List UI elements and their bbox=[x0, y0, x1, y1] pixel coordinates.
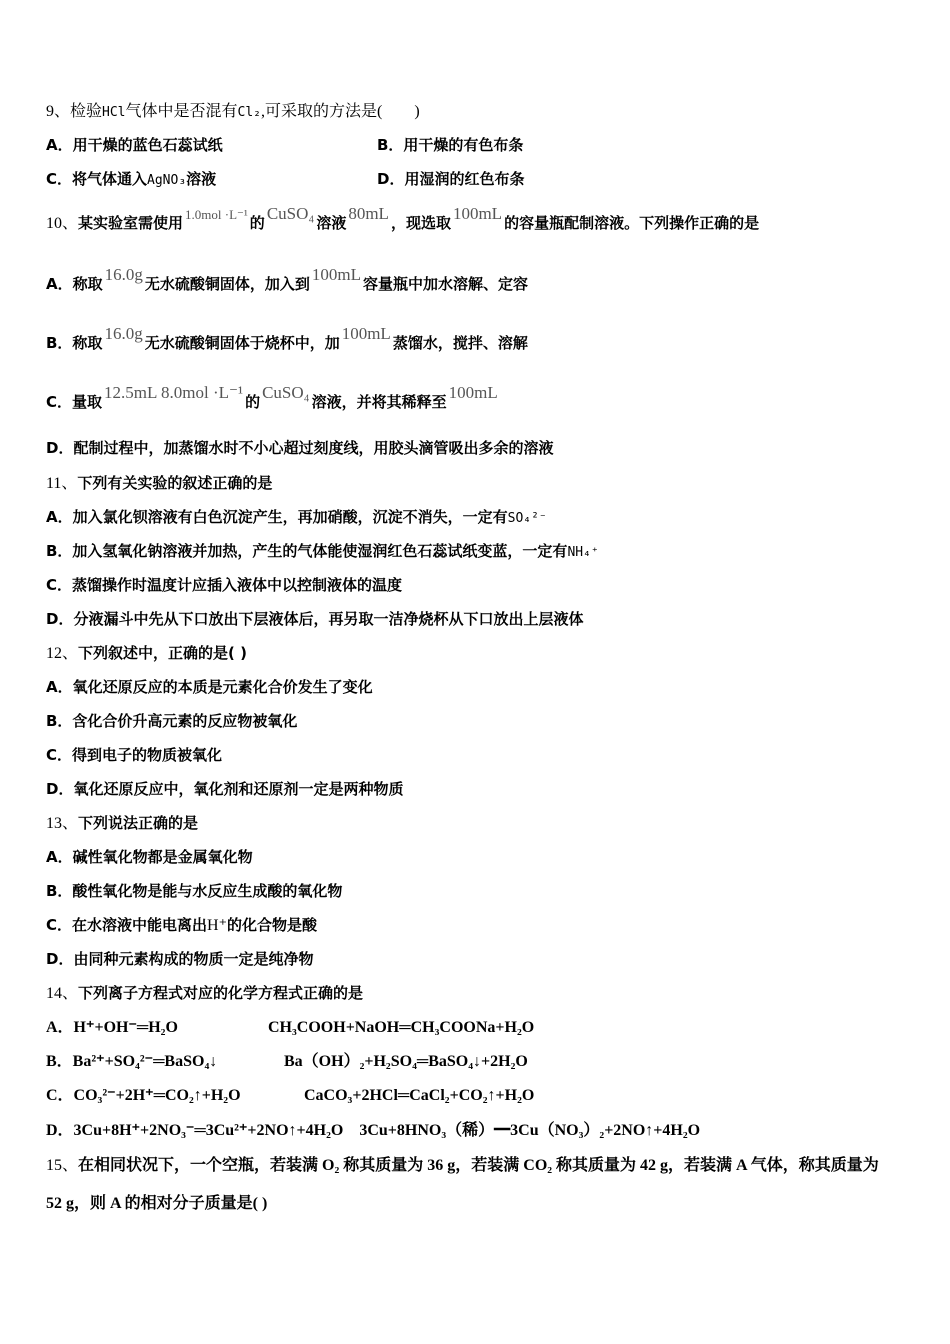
text-segment: B．酸性氧化物是能与水反应生成酸的氧化物 bbox=[46, 882, 343, 900]
option-column-right bbox=[377, 135, 523, 155]
document-line bbox=[46, 204, 760, 234]
line-text bbox=[46, 746, 222, 764]
text-segment: 溶液 bbox=[186, 170, 217, 188]
document-line bbox=[46, 101, 420, 123]
document-line bbox=[46, 881, 342, 901]
document-line bbox=[46, 1051, 528, 1072]
document-line bbox=[46, 915, 317, 936]
line-text bbox=[46, 712, 297, 730]
formula-text: 100mL bbox=[448, 383, 498, 402]
document-line bbox=[46, 609, 583, 629]
text-segment: HCl bbox=[102, 105, 126, 120]
document-line bbox=[46, 1017, 535, 1038]
text-segment: C．将气体通入 bbox=[46, 170, 148, 188]
line-text bbox=[46, 1018, 178, 1036]
document-line bbox=[46, 169, 525, 191]
option-column-right bbox=[304, 1085, 534, 1106]
line-text bbox=[46, 916, 317, 934]
document-line bbox=[46, 473, 272, 494]
line-text bbox=[46, 204, 760, 232]
option-column-right bbox=[377, 169, 524, 189]
text-segment: 气体中是否混有 bbox=[125, 103, 238, 120]
text-segment: 溶液，并将其稀释至 bbox=[311, 393, 447, 411]
document-line bbox=[46, 383, 500, 412]
line-text bbox=[46, 576, 402, 594]
line-text bbox=[46, 1194, 267, 1212]
document-line bbox=[46, 1085, 535, 1106]
formula-text: 1.0mol ·L⁻¹ bbox=[185, 207, 248, 222]
text-segment: 10、 bbox=[46, 215, 79, 232]
text-segment: C．蒸馏操作时温度计应插入液体中以控制液体的温度 bbox=[46, 576, 403, 594]
text-segment: C．CO₃²⁻+2H⁺═CO₂↑+H₂O bbox=[46, 1087, 241, 1104]
document-line bbox=[46, 847, 253, 867]
document-line bbox=[46, 1193, 267, 1214]
document-line bbox=[46, 438, 553, 458]
text-segment: C．量取 bbox=[46, 393, 103, 411]
line-text bbox=[46, 848, 253, 866]
text-segment: Cl₂ bbox=[237, 105, 261, 120]
text-segment: D．由同种元素构成的物质一定是纯净物 bbox=[46, 950, 314, 968]
text-segment: 12、 bbox=[46, 645, 79, 662]
text-segment: D．分液漏斗中先从下口放出下层液体后，再另取一洁净烧杯从下口放出上层液体 bbox=[46, 610, 584, 628]
formula-text: 100mL bbox=[311, 265, 361, 284]
line-text bbox=[46, 170, 216, 188]
text-segment: 下列叙述中，正确的是( ) bbox=[78, 644, 247, 662]
document-line bbox=[46, 745, 222, 765]
text-segment: B．用干燥的有色布条 bbox=[377, 136, 524, 154]
formula-text: 80mL bbox=[348, 204, 389, 223]
document-line bbox=[46, 813, 198, 834]
text-segment: 的容量瓶配制溶液。下列操作正确的是 bbox=[504, 214, 760, 232]
text-segment: D．用湿润的红色布条 bbox=[377, 170, 525, 188]
text-segment: A．称取 bbox=[46, 275, 103, 293]
text-segment: SO₄²⁻ bbox=[507, 511, 547, 526]
text-segment: 下列说法正确的是 bbox=[78, 814, 199, 832]
text-segment: B．含化合价升高元素的反应物被氧化 bbox=[46, 712, 298, 730]
text-segment: B．加入氢氧化钠溶液并加热，产生的气体能使湿润红色石蕊试纸变蓝，一定有 bbox=[46, 542, 568, 560]
text-segment: 9、检验 bbox=[46, 103, 103, 120]
line-text bbox=[46, 1086, 241, 1104]
line-text bbox=[46, 814, 198, 832]
text-segment: 蒸馏水，搅拌、溶解 bbox=[392, 334, 528, 352]
formula-text: 12.5mL 8.0mol ·L⁻¹ bbox=[104, 383, 244, 402]
text-segment: 52 g，则 A 的相对分子质量是( ) bbox=[46, 1195, 268, 1212]
formula-text: 100mL bbox=[452, 204, 503, 223]
document-line bbox=[46, 1120, 700, 1141]
formula-text: 16.0g bbox=[104, 265, 143, 284]
document-line bbox=[46, 779, 403, 799]
text-segment: A．碱性氧化物都是金属氧化物 bbox=[46, 848, 253, 866]
document-line bbox=[46, 677, 373, 697]
line-text bbox=[46, 780, 403, 798]
line-text bbox=[46, 610, 583, 628]
line-text bbox=[46, 474, 272, 492]
text-segment: NH₄⁺ bbox=[567, 545, 599, 560]
text-segment: C．得到电子的物质被氧化 bbox=[46, 746, 223, 764]
text-segment: AgNO₃ bbox=[147, 173, 187, 188]
text-segment: 溶液 bbox=[316, 214, 347, 232]
text-segment: D．3Cu+8H⁺+2NO₃⁻═3Cu²⁺+2NO↑+4H₂O 3Cu+8HNO₃（稀）━3Cu（NO₃）₂+2NO↑+4H₂O bbox=[46, 1122, 701, 1139]
text-segment: 的化合物是酸 bbox=[227, 916, 318, 934]
text-segment: 11、 bbox=[46, 475, 78, 492]
line-text bbox=[46, 984, 363, 1002]
line-text bbox=[46, 644, 247, 662]
text-segment: D．氧化还原反应中，氧化剂和还原剂一定是两种物质 bbox=[46, 780, 404, 798]
document-line bbox=[46, 575, 402, 595]
option-column-right bbox=[268, 1017, 534, 1038]
document-line bbox=[46, 135, 524, 155]
line-text bbox=[46, 542, 599, 560]
text-segment: ,可采取的方法是( ) bbox=[261, 103, 420, 120]
document-line bbox=[46, 1155, 879, 1176]
text-segment: 下列有关实验的叙述正确的是 bbox=[77, 474, 273, 492]
text-segment: 某实验室需使用 bbox=[78, 214, 184, 232]
formula-text: 16.0g bbox=[104, 324, 143, 343]
text-segment: ，现选取 bbox=[390, 214, 451, 232]
text-segment: 15、 bbox=[46, 1157, 79, 1174]
option-column-right bbox=[284, 1051, 528, 1072]
text-segment: 无水硫酸铜固体于烧杯中，加 bbox=[144, 334, 340, 352]
line-text bbox=[46, 1052, 217, 1070]
text-segment: CH₃COOH+NaOH═CH₃COONa+H₂O bbox=[268, 1019, 535, 1036]
text-segment: Ba（OH）₂+H₂SO₄═BaSO₄↓+2H₂O bbox=[284, 1053, 528, 1070]
document-line bbox=[46, 265, 528, 294]
line-text bbox=[46, 678, 373, 696]
line-text bbox=[46, 383, 500, 411]
text-segment: 13、 bbox=[46, 815, 79, 832]
formula-text: CuSO₄ bbox=[262, 383, 310, 402]
text-segment: 的 bbox=[245, 393, 261, 411]
document-line bbox=[46, 711, 297, 731]
line-text bbox=[46, 508, 547, 526]
text-segment: 下列离子方程式对应的化学方程式正确的是 bbox=[78, 984, 364, 1002]
text-segment: 容量瓶中加水溶解、定容 bbox=[362, 275, 528, 293]
document-line bbox=[46, 324, 528, 353]
document-line bbox=[46, 949, 313, 969]
document-line bbox=[46, 507, 547, 529]
line-text bbox=[46, 1156, 879, 1174]
text-segment: 14、 bbox=[46, 985, 79, 1002]
text-segment: A．H⁺+OH⁻═H₂O bbox=[46, 1019, 178, 1036]
text-segment: H⁺ bbox=[207, 917, 228, 934]
line-text bbox=[46, 136, 223, 154]
text-segment: C．在水溶液中能电离出 bbox=[46, 916, 208, 934]
line-text bbox=[46, 324, 528, 352]
text-segment: CaCO₃+2HCl═CaCl₂+CO₂↑+H₂O bbox=[304, 1087, 535, 1104]
document-line bbox=[46, 983, 363, 1004]
text-segment: B．称取 bbox=[46, 334, 103, 352]
text-segment: 无水硫酸铜固体，加入到 bbox=[144, 275, 310, 293]
line-text bbox=[46, 1121, 700, 1139]
line-text bbox=[46, 265, 528, 293]
text-segment: A．加入氯化钡溶液有白色沉淀产生，再加硝酸，沉淀不消失，一定有 bbox=[46, 508, 508, 526]
text-segment: 的 bbox=[249, 214, 265, 232]
document-line bbox=[46, 643, 247, 664]
formula-text: CuSO₄ bbox=[266, 204, 315, 223]
text-segment: D．配制过程中，加蒸馏水时不小心超过刻度线，用胶头滴管吸出多余的溶液 bbox=[46, 439, 554, 457]
text-segment: B．Ba²⁺+SO₄²⁻═BaSO₄↓ bbox=[46, 1053, 218, 1070]
line-text bbox=[46, 882, 342, 900]
formula-text: 100mL bbox=[341, 324, 391, 343]
line-text bbox=[46, 102, 420, 120]
line-text bbox=[46, 439, 553, 457]
text-segment: A．氧化还原反应的本质是元素化合价发生了变化 bbox=[46, 678, 373, 696]
line-text bbox=[46, 950, 313, 968]
text-segment: A．用干燥的蓝色石蕊试纸 bbox=[46, 136, 223, 154]
document-line bbox=[46, 541, 599, 563]
text-segment: 在相同状况下，一个空瓶，若装满 O₂ 称其质量为 36 g，若装满 CO₂ 称其质量为 42 g，若装满 A 气体，称其质量为 bbox=[78, 1157, 879, 1174]
